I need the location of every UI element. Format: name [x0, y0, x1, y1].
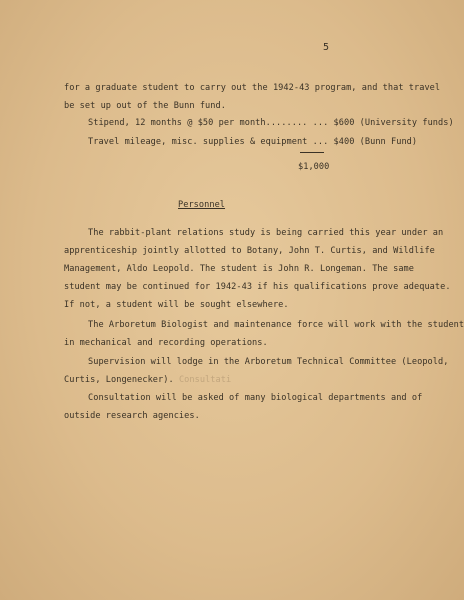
paragraph1-line-4: student may be continued for 1942-43 if his qualifications prove adequate. — [64, 282, 451, 292]
budget-item-travel — [88, 137, 417, 147]
paragraph4-line-1: Consultation will be asked of many biological departments and of — [88, 393, 423, 403]
paragraph2-line-1: The Arboretum Biologist and maintenance force will work with the student — [88, 320, 464, 330]
paragraph3-line-1: Supervision will lodge in the Arboretum Technical Committee (Leopold, — [88, 357, 449, 367]
intro-line-2: be set up out of the Bunn fund. — [64, 101, 226, 111]
paragraph2-line-2: in mechanical and recording operations. — [64, 338, 268, 348]
struck-out-text: Consultati — [178, 375, 232, 385]
budget-item-label: Travel mileage, misc. supplies & equipment ... — [88, 137, 329, 147]
paragraph1-line-3: Management, Aldo Leopold. The student is John R. Longeman. The same — [64, 264, 414, 274]
page-number: 5 — [323, 42, 330, 53]
paragraph3-text: Curtis, Longenecker). — [64, 375, 174, 385]
budget-item-label: Stipend, 12 months @ $50 per month........ ... — [88, 118, 329, 128]
paragraph1-line-2: apprenticeship jointly allotted to Botany, John T. Curtis, and Wildlife — [64, 246, 435, 256]
total-underline — [300, 152, 324, 153]
paragraph3-line-2 — [64, 375, 231, 385]
budget-item-amount: $600 (University funds) — [333, 118, 454, 128]
section-heading: Personnel — [178, 200, 226, 210]
paragraph1-line-1: The rabbit-plant relations study is being carried this year under an — [88, 228, 444, 238]
budget-item-stipend — [88, 118, 454, 128]
paragraph1-line-5: If not, a student will be sought elsewhere. — [64, 300, 289, 310]
budget-item-amount: $400 (Bunn Fund) — [333, 137, 418, 147]
intro-line-1: for a graduate student to carry out the 1942-43 program, and that travel — [64, 83, 441, 93]
budget-total: $1,000 — [298, 162, 330, 172]
paragraph4-line-2: outside research agencies. — [64, 411, 200, 421]
